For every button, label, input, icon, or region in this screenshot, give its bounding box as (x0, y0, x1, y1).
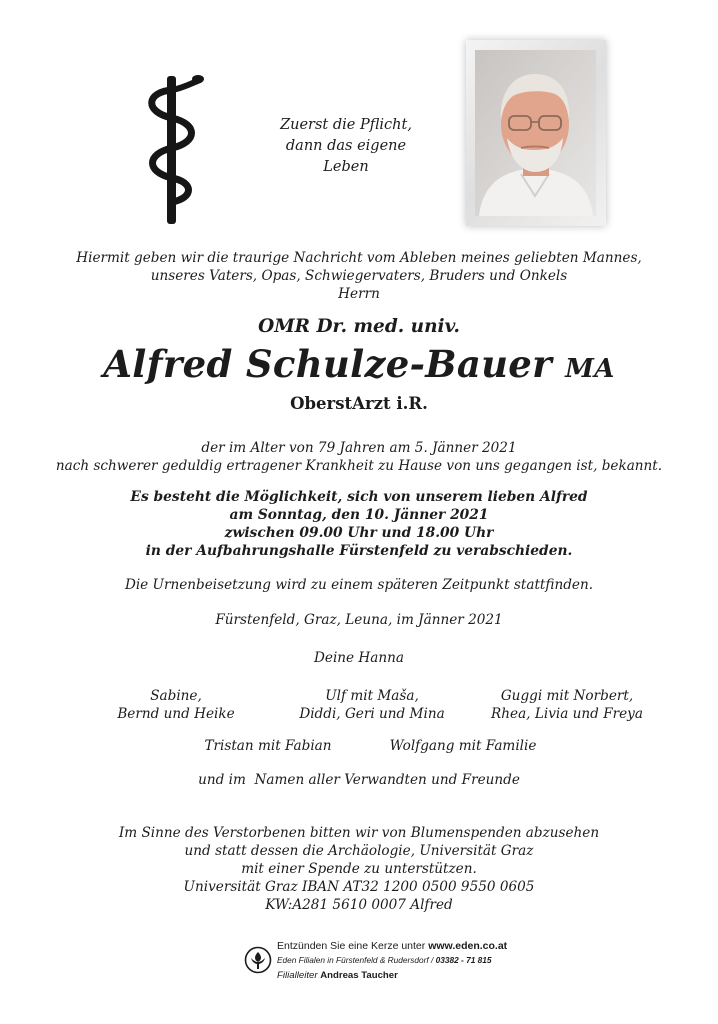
rod-of-asclepius-icon (138, 68, 206, 224)
place-date: Fürstenfeld, Graz, Leuna, im Jänner 2021 (215, 612, 503, 628)
family-middle-line-1: Ulf mit Maša, (325, 688, 419, 704)
death-notice (0, 439, 718, 475)
family-pair-a: Tristan mit Fabian (204, 738, 332, 754)
candle-text: Entzünden Sie eine Kerze unter (277, 940, 426, 952)
family-left-line-1: Sabine, (150, 688, 202, 704)
candle-url-link[interactable]: www.eden.co.at (428, 940, 508, 952)
intro-line-2: unseres Vaters, Opas, Schwiegervaters, Bruders und Onkels (150, 268, 568, 284)
family-middle (282, 687, 462, 723)
donation-line-4: Universität Graz IBAN AT32 1200 0500 9550 0605 (183, 879, 535, 895)
intro-text (0, 249, 718, 303)
motto (262, 115, 430, 178)
manager-label: Filialleiter (277, 970, 318, 981)
family-right-line-2: Rhea, Livia und Freya (491, 706, 643, 722)
portrait-photo (475, 50, 596, 216)
deceased-name-suffix: MA (565, 354, 615, 384)
candle-line (277, 940, 507, 952)
branches-text: Eden Filialen in Fürstenfeld & Rudersdorf / (277, 955, 434, 965)
deceased-honorific: OMR Dr. med. univ. (258, 316, 460, 337)
family-middle-line-2: Diddi, Geri und Mina (299, 706, 445, 722)
deceased-name (0, 340, 718, 393)
family-right-line-1: Guggi mit Norbert, (500, 688, 634, 704)
funeral-home-logo-icon (244, 946, 272, 974)
motto-line-1: Zuerst die Pflicht, (280, 117, 412, 133)
burial-note: Die Urnenbeisetzung wird zu einem späteren Zeitpunkt stattfinden. (124, 577, 594, 593)
donation-line-2: und statt dessen die Archäologie, Universität Graz (184, 843, 534, 859)
donation-line-5: KW:A281 5610 0007 Alfred (265, 897, 453, 913)
relatives-line: und im Namen aller Verwandten und Freunde (198, 772, 520, 788)
motto-line-2: dann das eigene Leben (285, 138, 407, 175)
manager-line (277, 970, 398, 981)
donation-note (0, 824, 718, 914)
deceased-rank: OberstArzt i.R. (290, 394, 428, 413)
family-left-line-2: Bernd und Heike (117, 706, 235, 722)
family-right (484, 687, 650, 723)
death-line-1: der im Alter von 79 Jahren am 5. Jänner 2021 (201, 440, 517, 456)
death-line-2: nach schwerer geduldig ertragener Krankheit zu Hause von uns gegangen ist, bekannt. (55, 458, 663, 474)
intro-line-3: Herrn (338, 286, 380, 302)
viewing-line-4: in der Aufbahrungshalle Fürstenfeld zu verabschieden. (145, 543, 573, 559)
viewing-line-1: Es besteht die Möglichkeit, sich von unserem lieben Alfred (130, 489, 588, 505)
branches-line (277, 955, 491, 965)
family-left (96, 687, 256, 723)
donation-line-1: Im Sinne des Verstorbenen bitten wir von Blumenspenden abzusehen (118, 825, 600, 841)
family-pair-b: Wolfgang mit Familie (389, 738, 537, 754)
deceased-name-text: Alfred Schulze-Bauer (103, 342, 552, 386)
viewing-line-3: zwischen 09.00 Uhr und 18.00 Uhr (224, 525, 494, 541)
phone-number: 03382 - 71 815 (435, 955, 492, 965)
viewing-notice (0, 488, 718, 560)
manager-name: Andreas Taucher (320, 970, 398, 981)
signature: Deine Hanna (314, 650, 404, 666)
viewing-line-2: am Sonntag, den 10. Jänner 2021 (229, 507, 489, 523)
intro-line-1: Hiermit geben wir die traurige Nachricht vom Ableben meines geliebten Mannes, (76, 250, 642, 266)
funeral-home-footer (244, 940, 544, 990)
donation-line-3: mit einer Spende zu unterstützen. (241, 861, 477, 877)
